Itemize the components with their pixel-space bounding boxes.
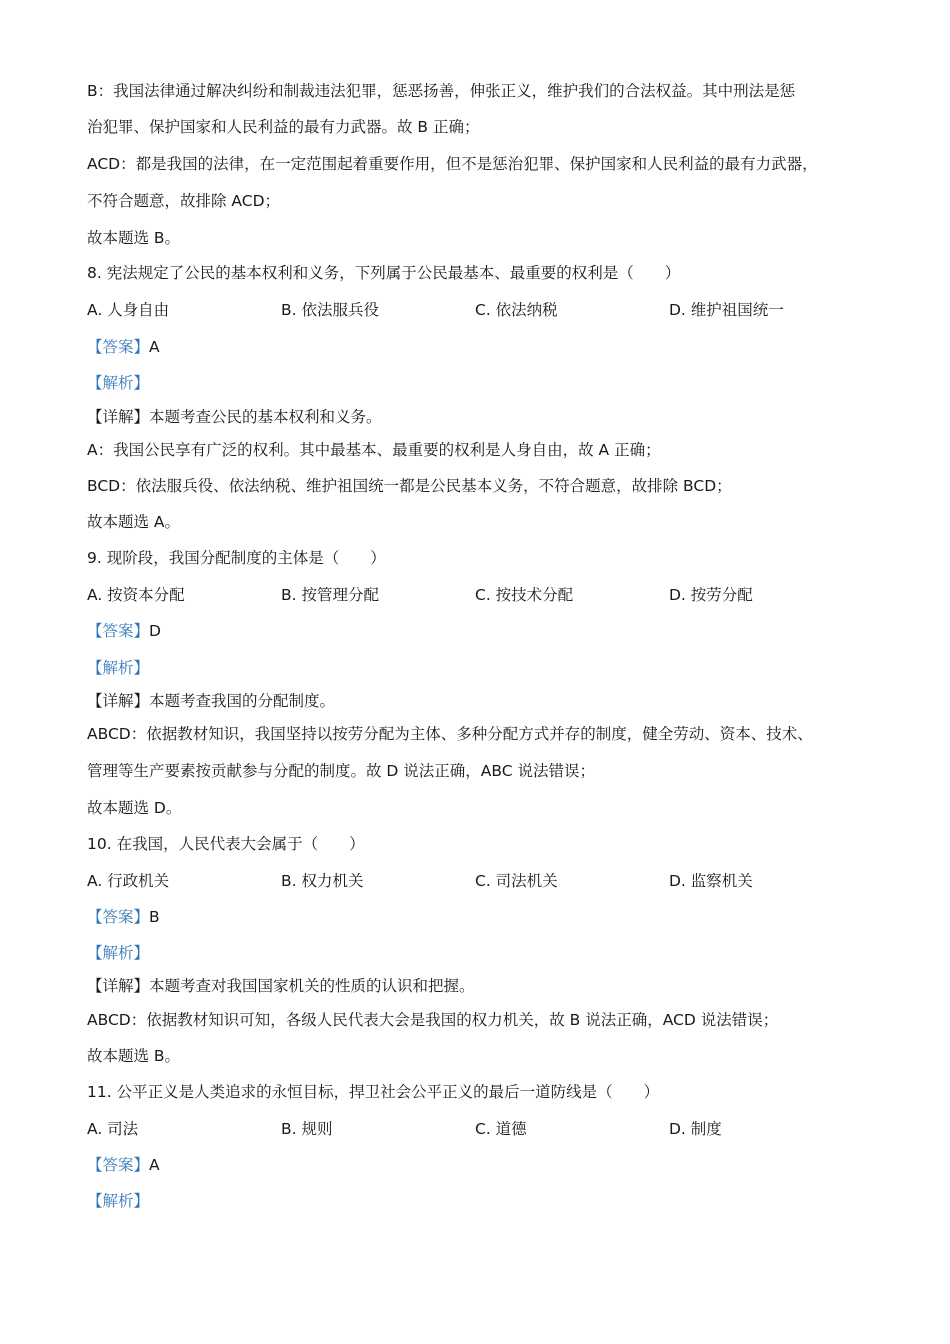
question-stem-9: 9. 现阶段，我国分配制度的主体是（ ）	[87, 549, 386, 567]
option-c: C. 依法纳税	[475, 301, 558, 319]
answer-label: 【答案】	[87, 908, 150, 926]
explain-line: 不符合题意，故排除 ACD；	[87, 192, 281, 210]
conclusion-line: 故本题选 B。	[87, 1047, 181, 1065]
detail-text: 本题考查公民的基本权利和义务。	[149, 408, 382, 426]
option-a: A. 行政机关	[87, 872, 170, 890]
analysis-label: 【解析】	[87, 659, 150, 677]
option-d: D. 制度	[669, 1120, 722, 1138]
explain-line: ABCD：依据教材知识可知，各级人民代表大会是我国的权力机关，故 B 说法正确，ACD 说法错误；	[87, 1011, 779, 1029]
option-b: B. 按管理分配	[281, 586, 379, 604]
detail-label: 【详解】	[87, 408, 150, 426]
explain-line: A：我国公民享有广泛的权利。其中最基本、最重要的权利是人身自由，故 A 正确；	[87, 441, 661, 459]
explain-line: 管理等生产要素按贡献参与分配的制度。故 D 说法正确，ABC 说法错误；	[87, 762, 596, 780]
explain-line: 治犯罪、保护国家和人民利益的最有力武器。故 B 正确；	[87, 118, 480, 136]
option-a: A. 人身自由	[87, 301, 170, 319]
option-b: B. 权力机关	[281, 872, 364, 890]
option-d: D. 维护祖国统一	[669, 301, 784, 319]
option-d: D. 按劳分配	[669, 586, 753, 604]
answer-label: 【答案】	[87, 1156, 150, 1174]
option-b: B. 规则	[281, 1120, 333, 1138]
answer-line	[87, 905, 160, 929]
answer-value: A	[149, 338, 160, 356]
conclusion-line: 故本题选 D。	[87, 799, 182, 817]
question-stem-10: 10. 在我国，人民代表大会属于（ ）	[87, 835, 365, 853]
answer-label: 【答案】	[87, 338, 150, 356]
explain-line: ABCD：依据教材知识，我国坚持以按劳分配为主体、多种分配方式并存的制度，健全劳动、资本、技术、	[87, 725, 813, 743]
answer-value: B	[149, 908, 160, 926]
answer-line	[87, 335, 160, 359]
option-a: A. 司法	[87, 1120, 139, 1138]
explain-line: BCD：依法服兵役、依法纳税、维护祖国统一都是公民基本义务，不符合题意，故排除 BCD；	[87, 477, 732, 495]
detail-text: 本题考查对我国国家机关的性质的认识和把握。	[149, 977, 475, 995]
answer-label: 【答案】	[87, 622, 150, 640]
explain-line: B：我国法律通过解决纠纷和制裁违法犯罪，惩恶扬善，伸张正义，维护我们的合法权益。其中刑法是惩	[87, 82, 796, 100]
option-a: A. 按资本分配	[87, 586, 185, 604]
answer-value: D	[149, 622, 161, 640]
detail-line	[87, 974, 475, 998]
conclusion-line: 故本题选 B。	[87, 229, 181, 247]
question-stem-8: 8. 宪法规定了公民的基本权利和义务，下列属于公民最基本、最重要的权利是（ ）	[87, 264, 681, 282]
answer-line	[87, 619, 161, 643]
detail-label: 【详解】	[87, 977, 150, 995]
detail-text: 本题考查我国的分配制度。	[149, 692, 336, 710]
answer-value: A	[149, 1156, 160, 1174]
explain-line: ACD：都是我国的法律，在一定范围起着重要作用，但不是惩治犯罪、保护国家和人民利益的最有力武器，	[87, 155, 818, 173]
option-c: C. 道德	[475, 1120, 527, 1138]
question-stem-11: 11. 公平正义是人类追求的永恒目标，捍卫社会公平正义的最后一道防线是（ ）	[87, 1083, 660, 1101]
detail-line	[87, 689, 335, 713]
detail-label: 【详解】	[87, 692, 150, 710]
option-b: B. 依法服兵役	[281, 301, 379, 319]
option-c: C. 按技术分配	[475, 586, 574, 604]
analysis-label: 【解析】	[87, 374, 150, 392]
option-d: D. 监察机关	[669, 872, 753, 890]
analysis-label: 【解析】	[87, 1192, 150, 1210]
analysis-label: 【解析】	[87, 944, 150, 962]
detail-line	[87, 405, 382, 429]
answer-line	[87, 1153, 160, 1177]
conclusion-line: 故本题选 A。	[87, 513, 181, 531]
option-c: C. 司法机关	[475, 872, 558, 890]
